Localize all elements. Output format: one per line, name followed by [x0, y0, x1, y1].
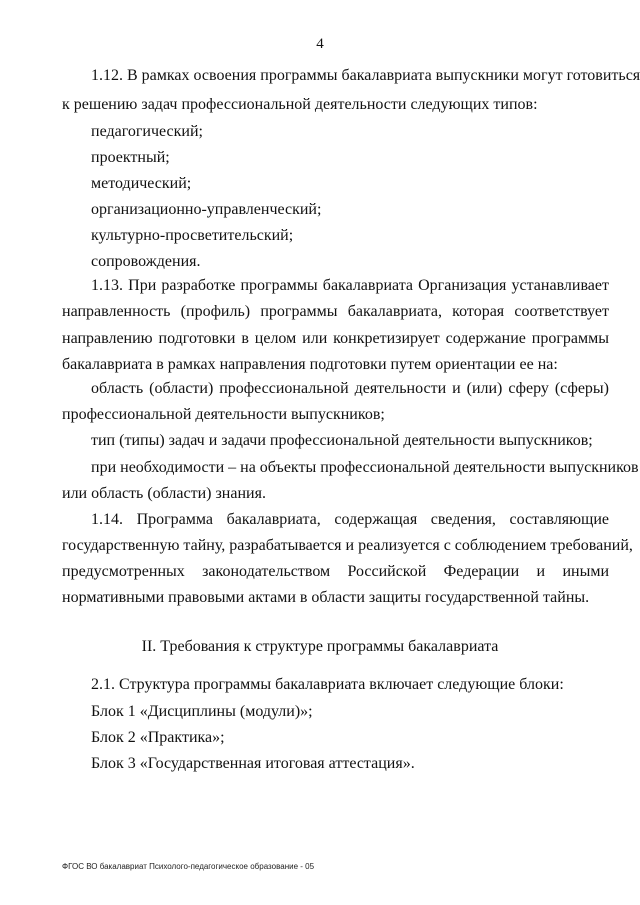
list-item-organizational: организационно-управленческий;: [91, 201, 322, 218]
block-1-line: Блок 1 «Дисциплины (модули)»;: [91, 703, 313, 720]
paragraph-1-13-line-6: профессиональной деятельности выпускников;: [62, 406, 385, 423]
paragraph-1-13-line-8: при необходимости – на объекты профессиональной деятельности выпускников: [91, 459, 639, 476]
paragraph-1-12-line-2: к решению задач профессиональной деятельности следующих типов:: [62, 96, 538, 113]
block-2-line: Блок 2 «Практика»;: [91, 729, 225, 746]
paragraph-1-13-line-9: или область (области) знания.: [62, 485, 266, 502]
list-item-cultural: культурно-просветительский;: [91, 227, 294, 244]
list-item-methodical: методический;: [91, 175, 192, 192]
paragraph-1-14-line-2: государственную тайну, разрабатывается и реализуется с соблюдением требований,: [62, 537, 633, 554]
paragraph-2-1: 2.1. Структура программы бакалавриата включает следующие блоки:: [91, 676, 564, 693]
paragraph-1-14-line-3: предусмотренных законодательством Российской Федерации и иными: [62, 563, 609, 580]
paragraph-1-13-line-5: область (области) профессиональной деятельности и (или) сферу (сферы): [91, 380, 609, 397]
block-3-line: Блок 3 «Государственная итоговая аттестация».: [91, 755, 415, 772]
paragraph-1-14-line-1: 1.14. Программа бакалавриата, содержащая сведения, составляющие: [91, 511, 609, 528]
paragraph-1-13-line-7: тип (типы) задач и задачи профессиональной деятельности выпускников;: [91, 432, 593, 449]
paragraph-1-13-line-3: направлению подготовки в целом или конкретизирует содержание программы: [62, 330, 609, 347]
paragraph-1-12-line-1: 1.12. В рамках освоения программы бакалавриата выпускники могут готовиться: [91, 67, 640, 84]
page-footer: ФГОС ВО бакалавриат Психолого-педагогическое образование - 05: [62, 862, 315, 871]
section-heading: II. Требования к структуре программы бакалавриата: [141, 638, 499, 655]
list-item-support: сопровождения.: [91, 253, 201, 270]
paragraph-1-14-line-4: нормативными правовыми актами в области защиты государственной тайны.: [62, 589, 590, 606]
paragraph-1-13-line-4: бакалавриата в рамках направления подготовки путем ориентации ее на:: [62, 356, 558, 373]
paragraph-1-13-line-1: 1.13. При разработке программы бакалавриата Организация устанавливает: [91, 277, 609, 294]
list-item-pedagogical: педагогический;: [91, 123, 203, 140]
paragraph-1-13-line-2: направленность (профиль) программы бакалавриата, которая соответствует: [62, 303, 609, 320]
list-item-project: проектный;: [91, 149, 170, 166]
page-number: 4: [316, 36, 324, 52]
